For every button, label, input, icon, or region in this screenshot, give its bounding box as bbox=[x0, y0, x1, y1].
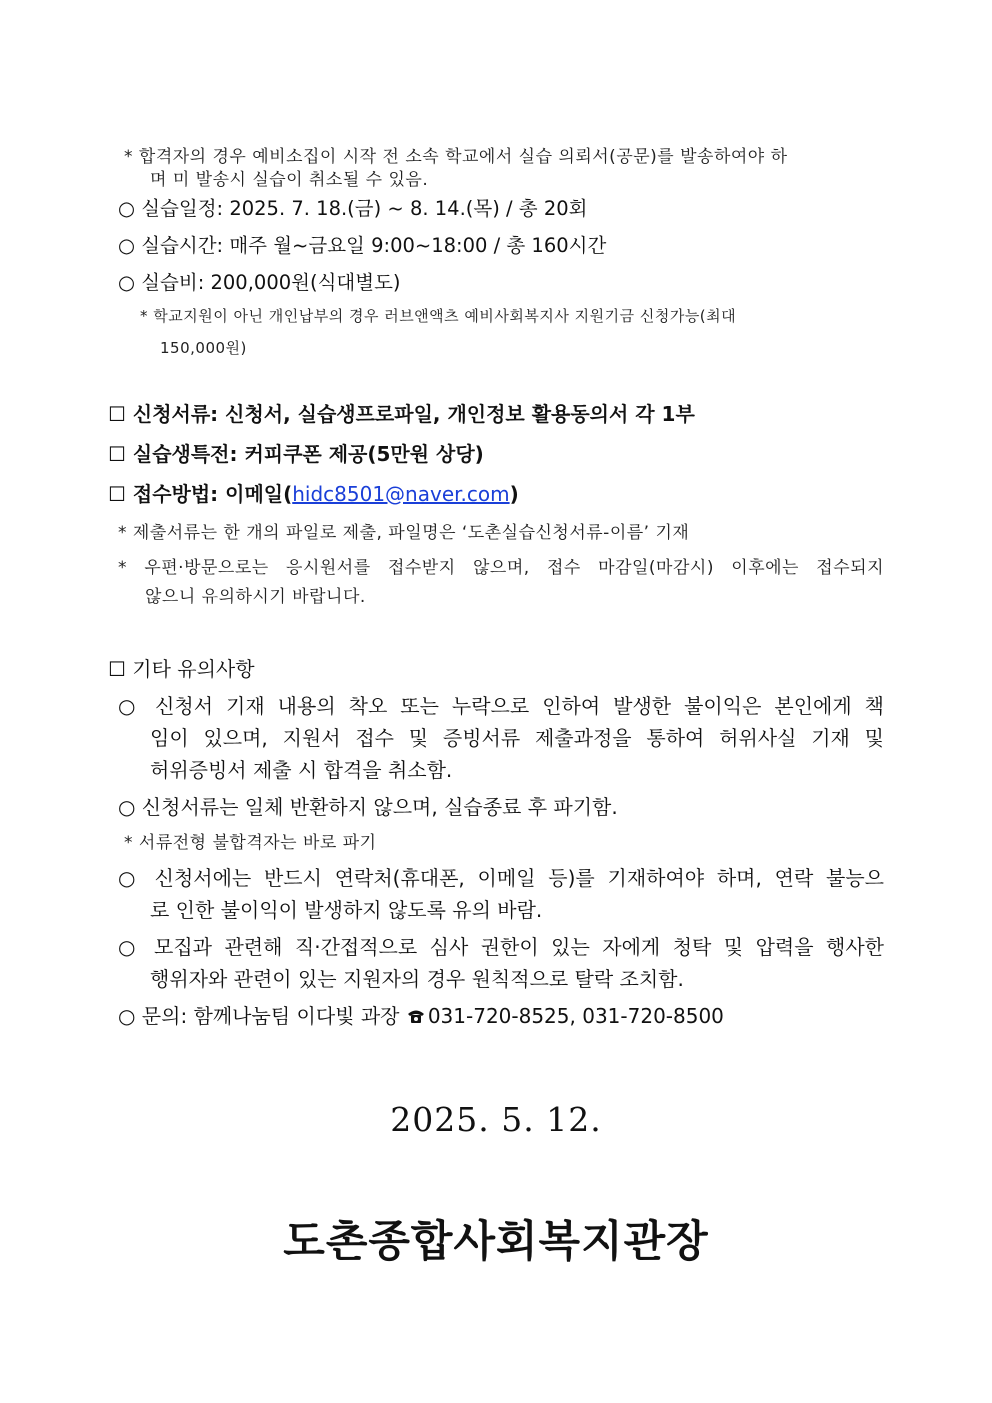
caution-line: 임이 있으며, 지원서 접수 및 증빙서류 제출과정을 통하여 허위사실 기재 및 bbox=[150, 726, 884, 750]
fee-line: ○ 실습비: 200,000원(식대별도) bbox=[118, 271, 401, 294]
benefit-line: ☐ 실습생특전: 커피쿠폰 제공(5만원 상당) bbox=[108, 442, 484, 466]
submission-label: ☐ 접수방법: 이메일( bbox=[108, 482, 293, 506]
submission-close: ) bbox=[509, 482, 519, 506]
caution-line: ○ 모집과 관련해 직·간접적으로 심사 권한이 있는 자에게 청탁 및 압력을 행사한 bbox=[118, 935, 884, 959]
other-notes-heading: ☐ 기타 유의사항 bbox=[108, 657, 255, 681]
hours-line: ○ 실습시간: 매주 월~금요일 9:00~18:00 / 총 160시간 bbox=[118, 234, 607, 257]
note-line: 않으니 유의하시기 바랍니다. bbox=[145, 587, 366, 607]
note-line: * 합격자의 경우 예비소집이 시작 전 소속 학교에서 실습 의뢰서(공문)를 발송하여야 하 bbox=[124, 147, 788, 167]
email-link[interactable]: hidc8501@naver.com bbox=[292, 482, 510, 506]
caution-line: 허위증빙서 제출 시 합격을 취소함. bbox=[150, 758, 453, 782]
contact-numbers: 031-720-8525, 031-720-8500 bbox=[427, 1004, 724, 1028]
note-line: * 제출서류는 한 개의 파일로 제출, 파일명은 ‘도촌실습신청서류-이름’ 기재 bbox=[118, 523, 690, 543]
schedule-line: ○ 실습일정: 2025. 7. 18.(금) ~ 8. 14.(목) / 총 20회 bbox=[118, 197, 588, 220]
organization-signature: 도촌종합사회복지관장 bbox=[283, 1217, 709, 1267]
caution-line: 로 인한 불이익이 발생하지 않도록 유의 바람. bbox=[150, 898, 543, 922]
note-line: * 우편·방문으로는 응시원서를 접수받지 않으며, 접수 마감일(마감시) 이후에는 접수되지 bbox=[118, 558, 884, 578]
submission-line bbox=[108, 478, 519, 507]
caution-line: ○ 신청서에는 반드시 연락처(휴대폰, 이메일 등)를 기재하여야 하며, 연락 불능으 bbox=[118, 866, 884, 890]
caution-line: ○ 신청서 기재 내용의 착오 또는 누락으로 인하여 발생한 불이익은 본인에게 책 bbox=[118, 694, 884, 718]
document-date: 2025. 5. 12. bbox=[390, 1100, 602, 1139]
documents-line: ☐ 신청서류: 신청서, 실습생프로파일, 개인정보 활용동의서 각 1부 bbox=[108, 402, 695, 426]
note-line: 며 미 발송시 실습이 취소될 수 있음. bbox=[150, 170, 429, 190]
phone-icon bbox=[406, 1006, 426, 1030]
contact-label: ○ 문의: 함께나눔팀 이다빛 과장 bbox=[118, 1004, 406, 1028]
note-line: * 서류전형 불합격자는 바로 파기 bbox=[124, 833, 377, 853]
caution-line: ○ 신청서류는 일체 반환하지 않으며, 실습종료 후 파기함. bbox=[118, 795, 618, 819]
caution-line: 행위자와 관련이 있는 지원자의 경우 원칙적으로 탈락 조치함. bbox=[150, 967, 684, 991]
note-line: 150,000원) bbox=[160, 339, 247, 357]
contact-line bbox=[118, 1000, 724, 1030]
note-line: * 학교지원이 아닌 개인납부의 경우 러브앤액츠 예비사회복지사 지원기금 신청가능(최대 bbox=[140, 307, 737, 325]
